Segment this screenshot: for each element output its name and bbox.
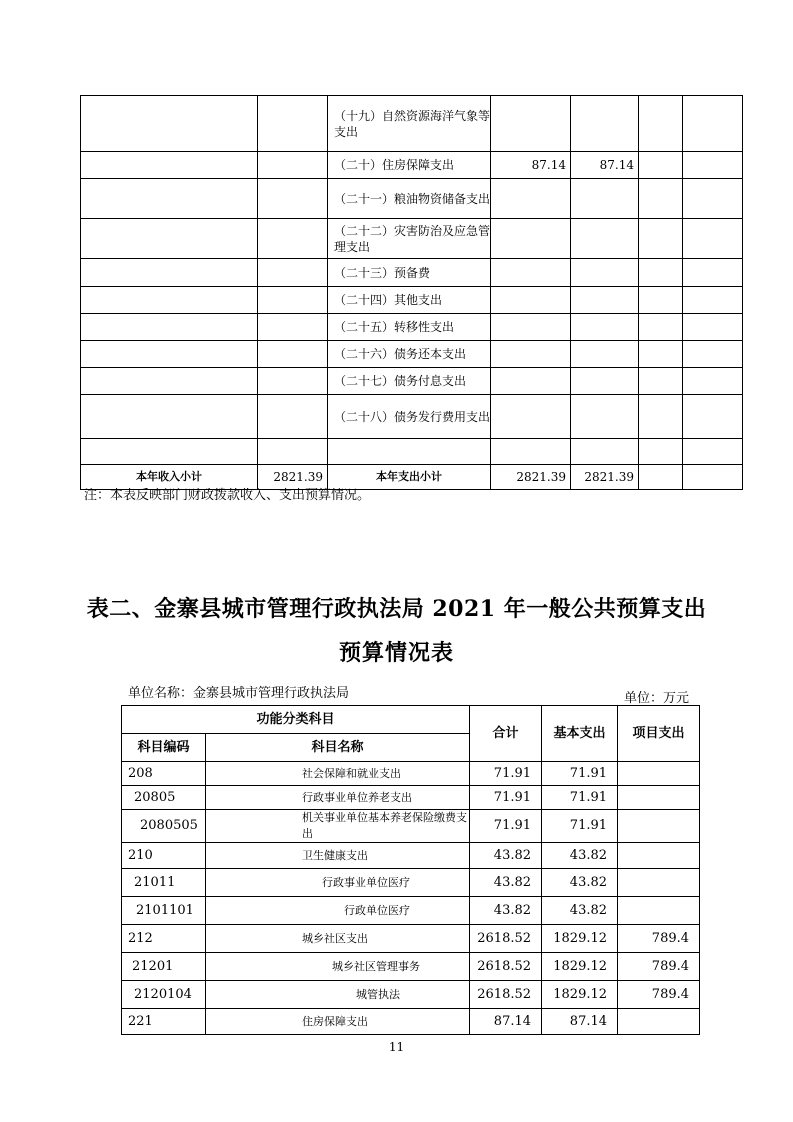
table-row: [81, 368, 743, 395]
basic-value: 71.91: [542, 786, 618, 810]
expense-item: （二十三）预备费: [328, 259, 491, 287]
expense-item: （二十）住房保障支出: [328, 152, 491, 179]
expense-basic: 87.14: [571, 152, 639, 179]
table-row: [122, 843, 700, 869]
project-value: 789.4: [618, 981, 700, 1009]
project-value: [618, 869, 700, 897]
project-value: 789.4: [618, 925, 700, 953]
total-value: 71.91: [470, 786, 542, 810]
table-row: [122, 1009, 700, 1035]
basic-value: 1829.12: [542, 953, 618, 981]
expense-item: （二十五）转移性支出: [328, 314, 491, 341]
subject-name: 住房保障支出: [206, 1009, 470, 1035]
revenue-expense-table: [80, 95, 743, 490]
total-value: 2618.52: [470, 925, 542, 953]
header-code: 科目编码: [122, 734, 206, 762]
subject-code: 212: [122, 925, 206, 953]
basic-value: 1829.12: [542, 981, 618, 1009]
project-value: [618, 843, 700, 869]
expense-subtotal-label: 本年支出小计: [328, 465, 491, 490]
total-value: 43.82: [470, 869, 542, 897]
table-row: [81, 152, 743, 179]
unit-label: 单位：万元: [624, 691, 690, 706]
subject-name: 卫生健康支出: [206, 843, 470, 869]
table-row: [81, 219, 743, 259]
subject-code: 21011: [122, 869, 206, 897]
table-row: [122, 953, 700, 981]
general-budget-expense-table: [121, 705, 700, 1035]
subject-code: 208: [122, 762, 206, 786]
total-value: 43.82: [470, 897, 542, 925]
subject-code: 210: [122, 843, 206, 869]
total-value: 43.82: [470, 843, 542, 869]
total-value: 2618.52: [470, 953, 542, 981]
table-row: [122, 869, 700, 897]
income-subtotal-label: 本年收入小计: [81, 465, 258, 490]
income-subtotal-value: 2821.39: [258, 465, 328, 490]
table-row: [122, 981, 700, 1009]
expense-item: （二十四）其他支出: [328, 287, 491, 314]
table-row: [81, 179, 743, 219]
total-value: 71.91: [470, 762, 542, 786]
total-value: 71.91: [470, 810, 542, 843]
subject-name: 城管执法: [206, 981, 470, 1009]
expense-total: 87.14: [491, 152, 571, 179]
total-value: 87.14: [470, 1009, 542, 1035]
subject-name: 行政单位医疗: [206, 897, 470, 925]
subject-code: 2080505: [122, 810, 206, 843]
header-row: [122, 706, 700, 734]
subject-code: 2120104: [122, 981, 206, 1009]
subject-code: 21201: [122, 953, 206, 981]
table-row: [81, 96, 743, 152]
subject-name: 社会保障和就业支出: [206, 762, 470, 786]
basic-value: 1829.12: [542, 925, 618, 953]
header-name: 科目名称: [206, 734, 470, 762]
subject-name: 行政事业单位养老支出: [206, 786, 470, 810]
basic-value: 87.14: [542, 1009, 618, 1035]
basic-value: 43.82: [542, 897, 618, 925]
subject-name: 城乡社区支出: [206, 925, 470, 953]
table-row: [122, 762, 700, 786]
basic-value: 71.91: [542, 810, 618, 843]
project-value: [618, 897, 700, 925]
table-note: 注：本表反映部门财政拨款收入、支出预算情况。: [84, 488, 371, 503]
table-title-line2: 预算情况表: [338, 640, 454, 666]
table-title: 表二、金寨县城市管理行政执法局 2021 年一般公共预算支出: [86, 596, 707, 622]
expense-item: （二十八）债务发行费用支出: [328, 395, 491, 439]
expense-item: （二十二）灾害防治及应急管理支出: [328, 219, 491, 259]
table-row: [122, 786, 700, 810]
project-value: [618, 1009, 700, 1035]
table-row: [81, 314, 743, 341]
project-value: [618, 786, 700, 810]
basic-value: 43.82: [542, 869, 618, 897]
table-row: [122, 925, 700, 953]
expense-item: （十九）自然资源海洋气象等支出: [328, 96, 491, 152]
header-project: 项目支出: [618, 706, 700, 762]
subject-code: 2101101: [122, 897, 206, 925]
table-row: [81, 395, 743, 439]
expense-subtotal-total: 2821.39: [491, 465, 571, 490]
expense-item: （二十六）债务还本支出: [328, 341, 491, 368]
project-value: [618, 762, 700, 786]
subject-code: 20805: [122, 786, 206, 810]
subject-name: 行政事业单位医疗: [206, 869, 470, 897]
subject-code: 221: [122, 1009, 206, 1035]
subject-name: 城乡社区管理事务: [206, 953, 470, 981]
expense-item: （二十七）债务付息支出: [328, 368, 491, 395]
table-row: [122, 810, 700, 843]
expense-subtotal-basic: 2821.39: [571, 465, 639, 490]
expense-item: [328, 439, 491, 465]
total-value: 2618.52: [470, 981, 542, 1009]
header-total: 合计: [470, 706, 542, 762]
table-row: [122, 897, 700, 925]
header-basic: 基本支出: [542, 706, 618, 762]
subject-name: 机关事业单位基本养老保险缴费支出: [206, 810, 470, 843]
basic-value: 71.91: [542, 762, 618, 786]
page-number: 11: [388, 1040, 405, 1054]
project-value: 789.4: [618, 953, 700, 981]
table-row: [81, 439, 743, 465]
table-row: [81, 287, 743, 314]
unit-name: 单位名称：金寨县城市管理行政执法局: [128, 686, 350, 701]
basic-value: 43.82: [542, 843, 618, 869]
table-row: [81, 341, 743, 368]
table-row: [81, 259, 743, 287]
expense-item: （二十一）粮油物资储备支出: [328, 179, 491, 219]
header-function-category: 功能分类科目: [122, 706, 470, 734]
project-value: [618, 810, 700, 843]
